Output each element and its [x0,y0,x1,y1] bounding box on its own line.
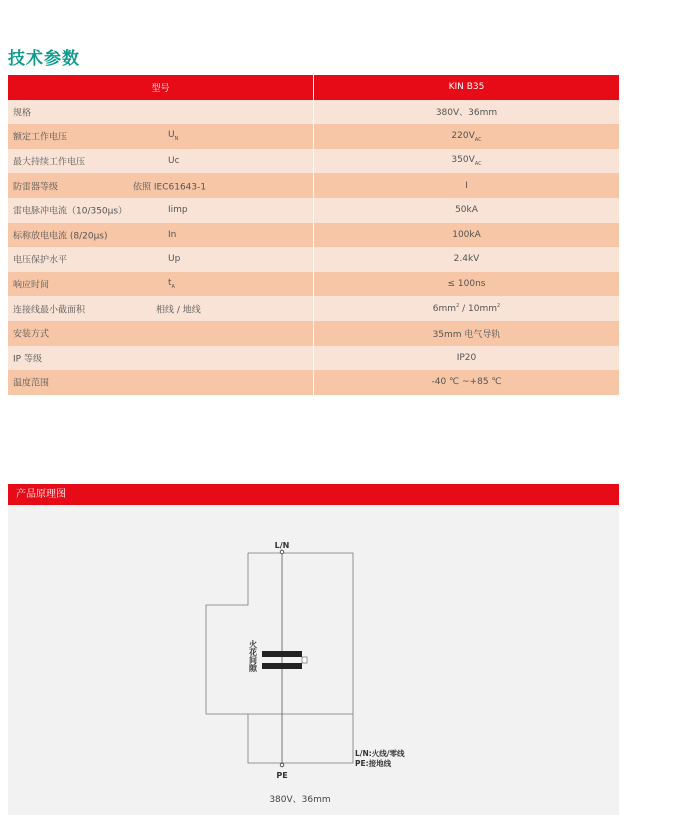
table-row [8,296,619,321]
row-symbol: 依照 IEC61643-1 [133,182,207,193]
row-symbol: $U_N$ [168,130,179,143]
header-model-label: 型号 [8,75,314,100]
row-name: 雷电脉冲电流（10/350μs） [13,206,128,217]
row-value: $6mm^2 / 10mm^2$ [314,296,620,321]
table-row [8,272,619,297]
row-name: 连接线最小截面积 [13,305,86,316]
table-row [8,149,619,174]
row-symbol: In [168,229,177,240]
top-terminal-label: L/N [274,541,290,550]
gap-electrode-bottom [262,663,302,669]
row-name: 安装方式 [13,329,50,340]
section-title: 技术参数 [8,49,80,69]
row-value: 380V、36mm [314,100,620,125]
component-label: 火花间隙 [248,640,258,672]
legend-line-1: L/N:火线/零线 [355,749,405,758]
gap-side-contact [302,657,307,663]
table-row [8,247,619,272]
row-name: 电压保护水平 [13,255,68,266]
table-row [8,100,619,125]
bottom-terminal-label: PE [276,771,288,780]
row-value: ≤ 100ns [314,272,620,297]
schematic-diagram [8,505,619,815]
table-row [8,124,619,149]
row-value: 35mm 电气导轨 [314,321,620,346]
row-name: 额定工作电压 [13,132,68,143]
diagram-section-title: 产品原理图 [16,489,66,500]
row-name: 防雷器等级 [13,182,59,193]
diagram-section-bar [8,484,619,505]
row-symbol: $t_A$ [168,278,175,290]
device-outline-left [206,553,248,714]
row-value: $220V_{AC}$ [314,124,620,149]
row-value: $350V_{AC}$ [314,149,620,174]
row-name: IP 等级 [13,354,42,365]
row-symbol: Up [168,254,181,265]
top-terminal-dot [280,550,284,554]
row-value: 100kA [314,223,620,248]
diagram-caption: 380V、36mm [269,795,331,805]
row-value: 50kA [314,198,620,223]
table-row [8,346,619,371]
table-row [8,173,619,198]
diagram-panel [8,505,619,815]
row-value: -40 ℃ ~+85 ℃ [314,370,620,395]
header-model-value: KIN B35 [314,75,620,100]
gap-electrode-top [262,651,302,657]
row-symbol: Iimp [168,205,188,216]
row-name: 响应时间 [13,280,50,291]
table-row [8,198,619,223]
table-row [8,223,619,248]
row-value: I [314,173,620,198]
row-value: 2.4kV [314,247,620,272]
row-name: 最大持续工作电压 [13,157,86,168]
table-row [8,370,619,395]
row-name: 规格 [13,108,32,119]
device-outline [248,553,353,763]
legend-line-2: PE:接地线 [355,759,392,768]
table-header [8,75,619,100]
row-value: IP20 [314,346,620,371]
row-symbol: 相线 / 地线 [156,305,201,316]
row-symbol: Uc [168,156,180,167]
row-name: 温度范围 [13,378,50,389]
row-name: 标称放电电流 (8/20μs) [13,231,108,242]
bottom-terminal-dot [280,763,284,767]
spec-table [8,75,619,395]
table-row [8,321,619,346]
